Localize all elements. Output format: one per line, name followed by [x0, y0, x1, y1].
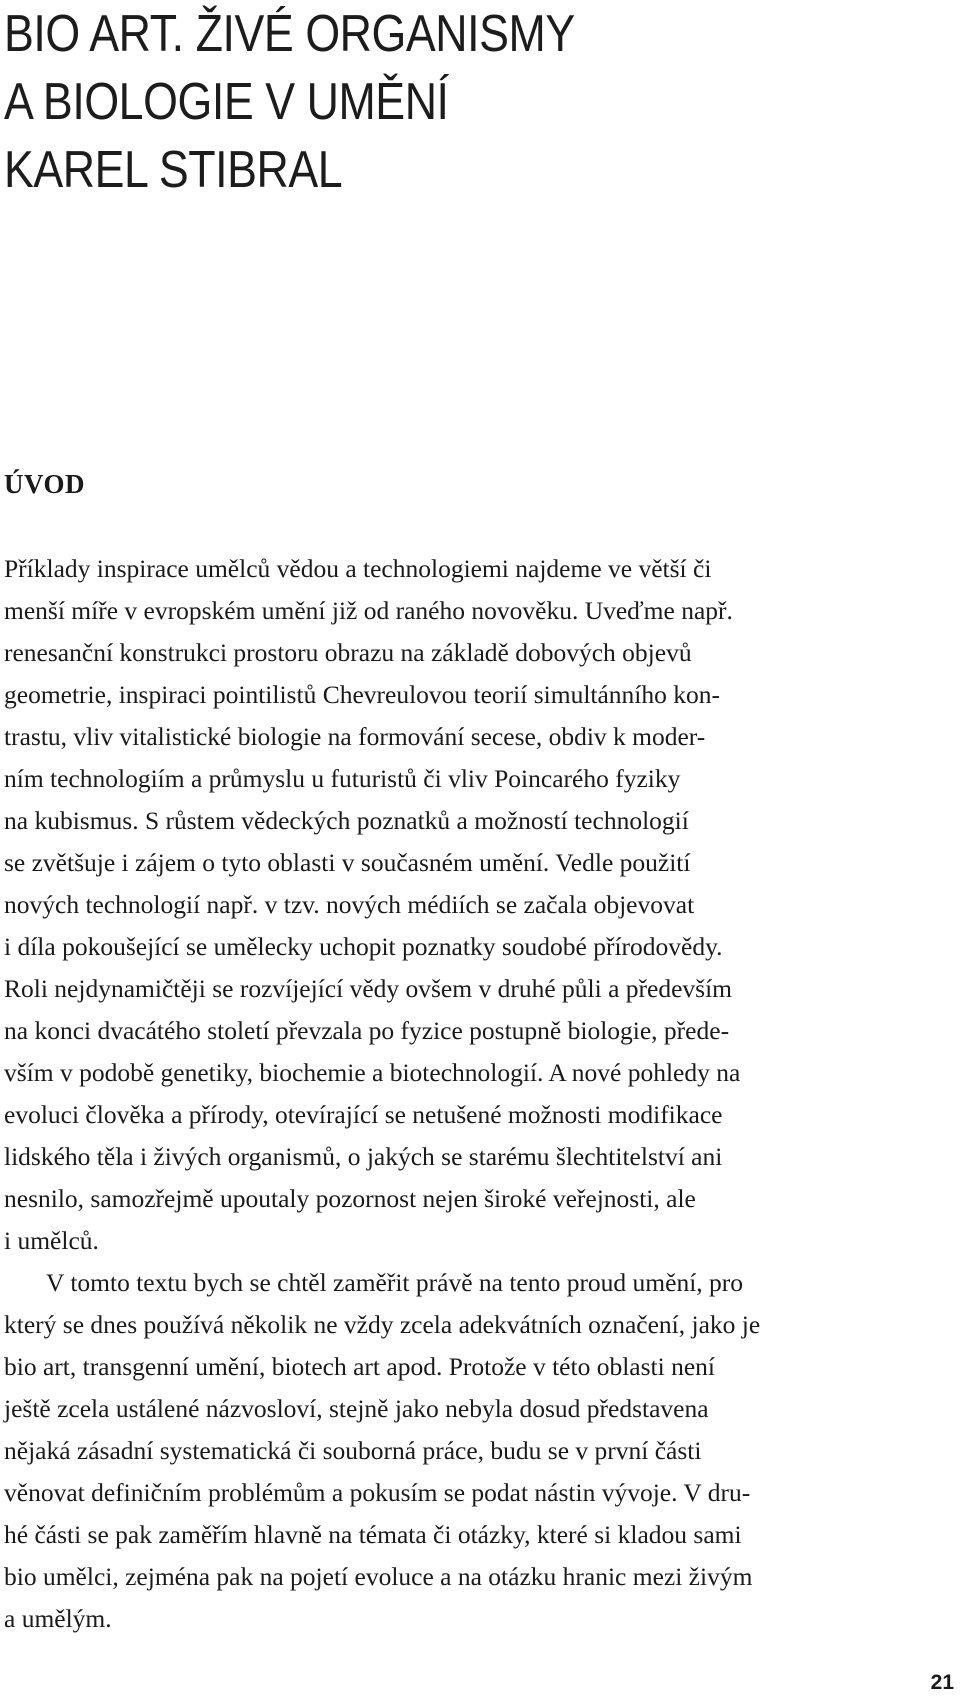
text-line: ještě zcela ustálené názvosloví, stejně jako nebyla dosud představena — [4, 1394, 709, 1423]
author-line: KAREL STIBRAL — [4, 141, 343, 199]
text-line: Roli nejdynamičtěji se rozvíjející vědy ovšem v druhé půli a především — [4, 974, 732, 1003]
text-line: bio art, transgenní umění, biotech art apod. Protože v této oblasti není — [4, 1352, 715, 1381]
text-line: renesanční konstrukci prostoru obrazu na základě dobových objevů — [4, 638, 692, 667]
text-line: bio umělci, zejména pak na pojetí evoluce a na otázku hranic mezi živým — [4, 1562, 753, 1591]
text-line: který se dnes používá několik ne vždy zcela adekvátních označení, jako je — [4, 1310, 761, 1339]
text-line: trastu, vliv vitalistické biologie na formování secese, obdiv k moder- — [4, 722, 706, 751]
text-line: vším v podobě genetiky, biochemie a biotechnologií. A nové pohledy na — [4, 1058, 741, 1087]
text-line: věnovat definičním problémům a pokusím se podat nástin vývoje. V dru- — [4, 1478, 751, 1507]
text-line: nových technologií např. v tzv. nových médiích se začala objevovat — [4, 890, 695, 919]
page-number: 21 — [930, 1671, 954, 1694]
body-text — [4, 548, 958, 1640]
text-line: Příklady inspirace umělců vědou a technologiemi najdeme ve větší či — [4, 554, 712, 583]
section-heading: ÚVOD — [4, 469, 85, 499]
text-line: na konci dvacátého století převzala po fyzice postupně biologie, přede- — [4, 1016, 730, 1045]
text-line: evoluci člověka a přírody, otevírající se netušené možnosti modifikace — [4, 1100, 723, 1129]
text-line: geometrie, inspiraci pointilistů Chevreulovou teorií simultánního kon- — [4, 680, 721, 709]
paragraph-2 — [4, 1262, 958, 1640]
text-line: se zvětšuje i zájem o tyto oblasti v současném umění. Vedle použití — [4, 848, 691, 877]
text-line: V tomto textu bych se chtěl zaměřit právě na tento proud umění, pro — [46, 1268, 744, 1297]
text-line: ním technologiím a průmyslu u futuristů či vliv Poincarého fyziky — [4, 764, 681, 793]
paragraph-1 — [4, 548, 958, 1262]
document-title — [4, 0, 904, 204]
text-line: i umělců. — [4, 1226, 99, 1255]
text-line: nějaká zásadní systematická či souborná práce, budu se v první části — [4, 1436, 702, 1465]
text-line: na kubismus. S růstem vědeckých poznatků a možností technologií — [4, 806, 689, 835]
text-line: nesnilo, samozřejmě upoutaly pozornost nejen široké veřejnosti, ale — [4, 1184, 696, 1213]
title-line: A BIOLOGIE V UMĚNÍ — [4, 73, 449, 131]
text-line: menší míře v evropském umění již od raného novověku. Uveďme např. — [4, 596, 733, 625]
text-line: i díla pokoušející se umělecky uchopit poznatky soudobé přírodovědy. — [4, 932, 723, 961]
text-line: lidského těla i živých organismů, o jakých se starému šlechtitelství ani — [4, 1142, 723, 1171]
text-line: a umělým. — [4, 1604, 112, 1633]
title-line: BIO ART. ŽIVÉ ORGANISMY — [4, 5, 575, 63]
text-line: hé části se pak zaměřím hlavně na témata či otázky, které si kladou sami — [4, 1520, 742, 1549]
